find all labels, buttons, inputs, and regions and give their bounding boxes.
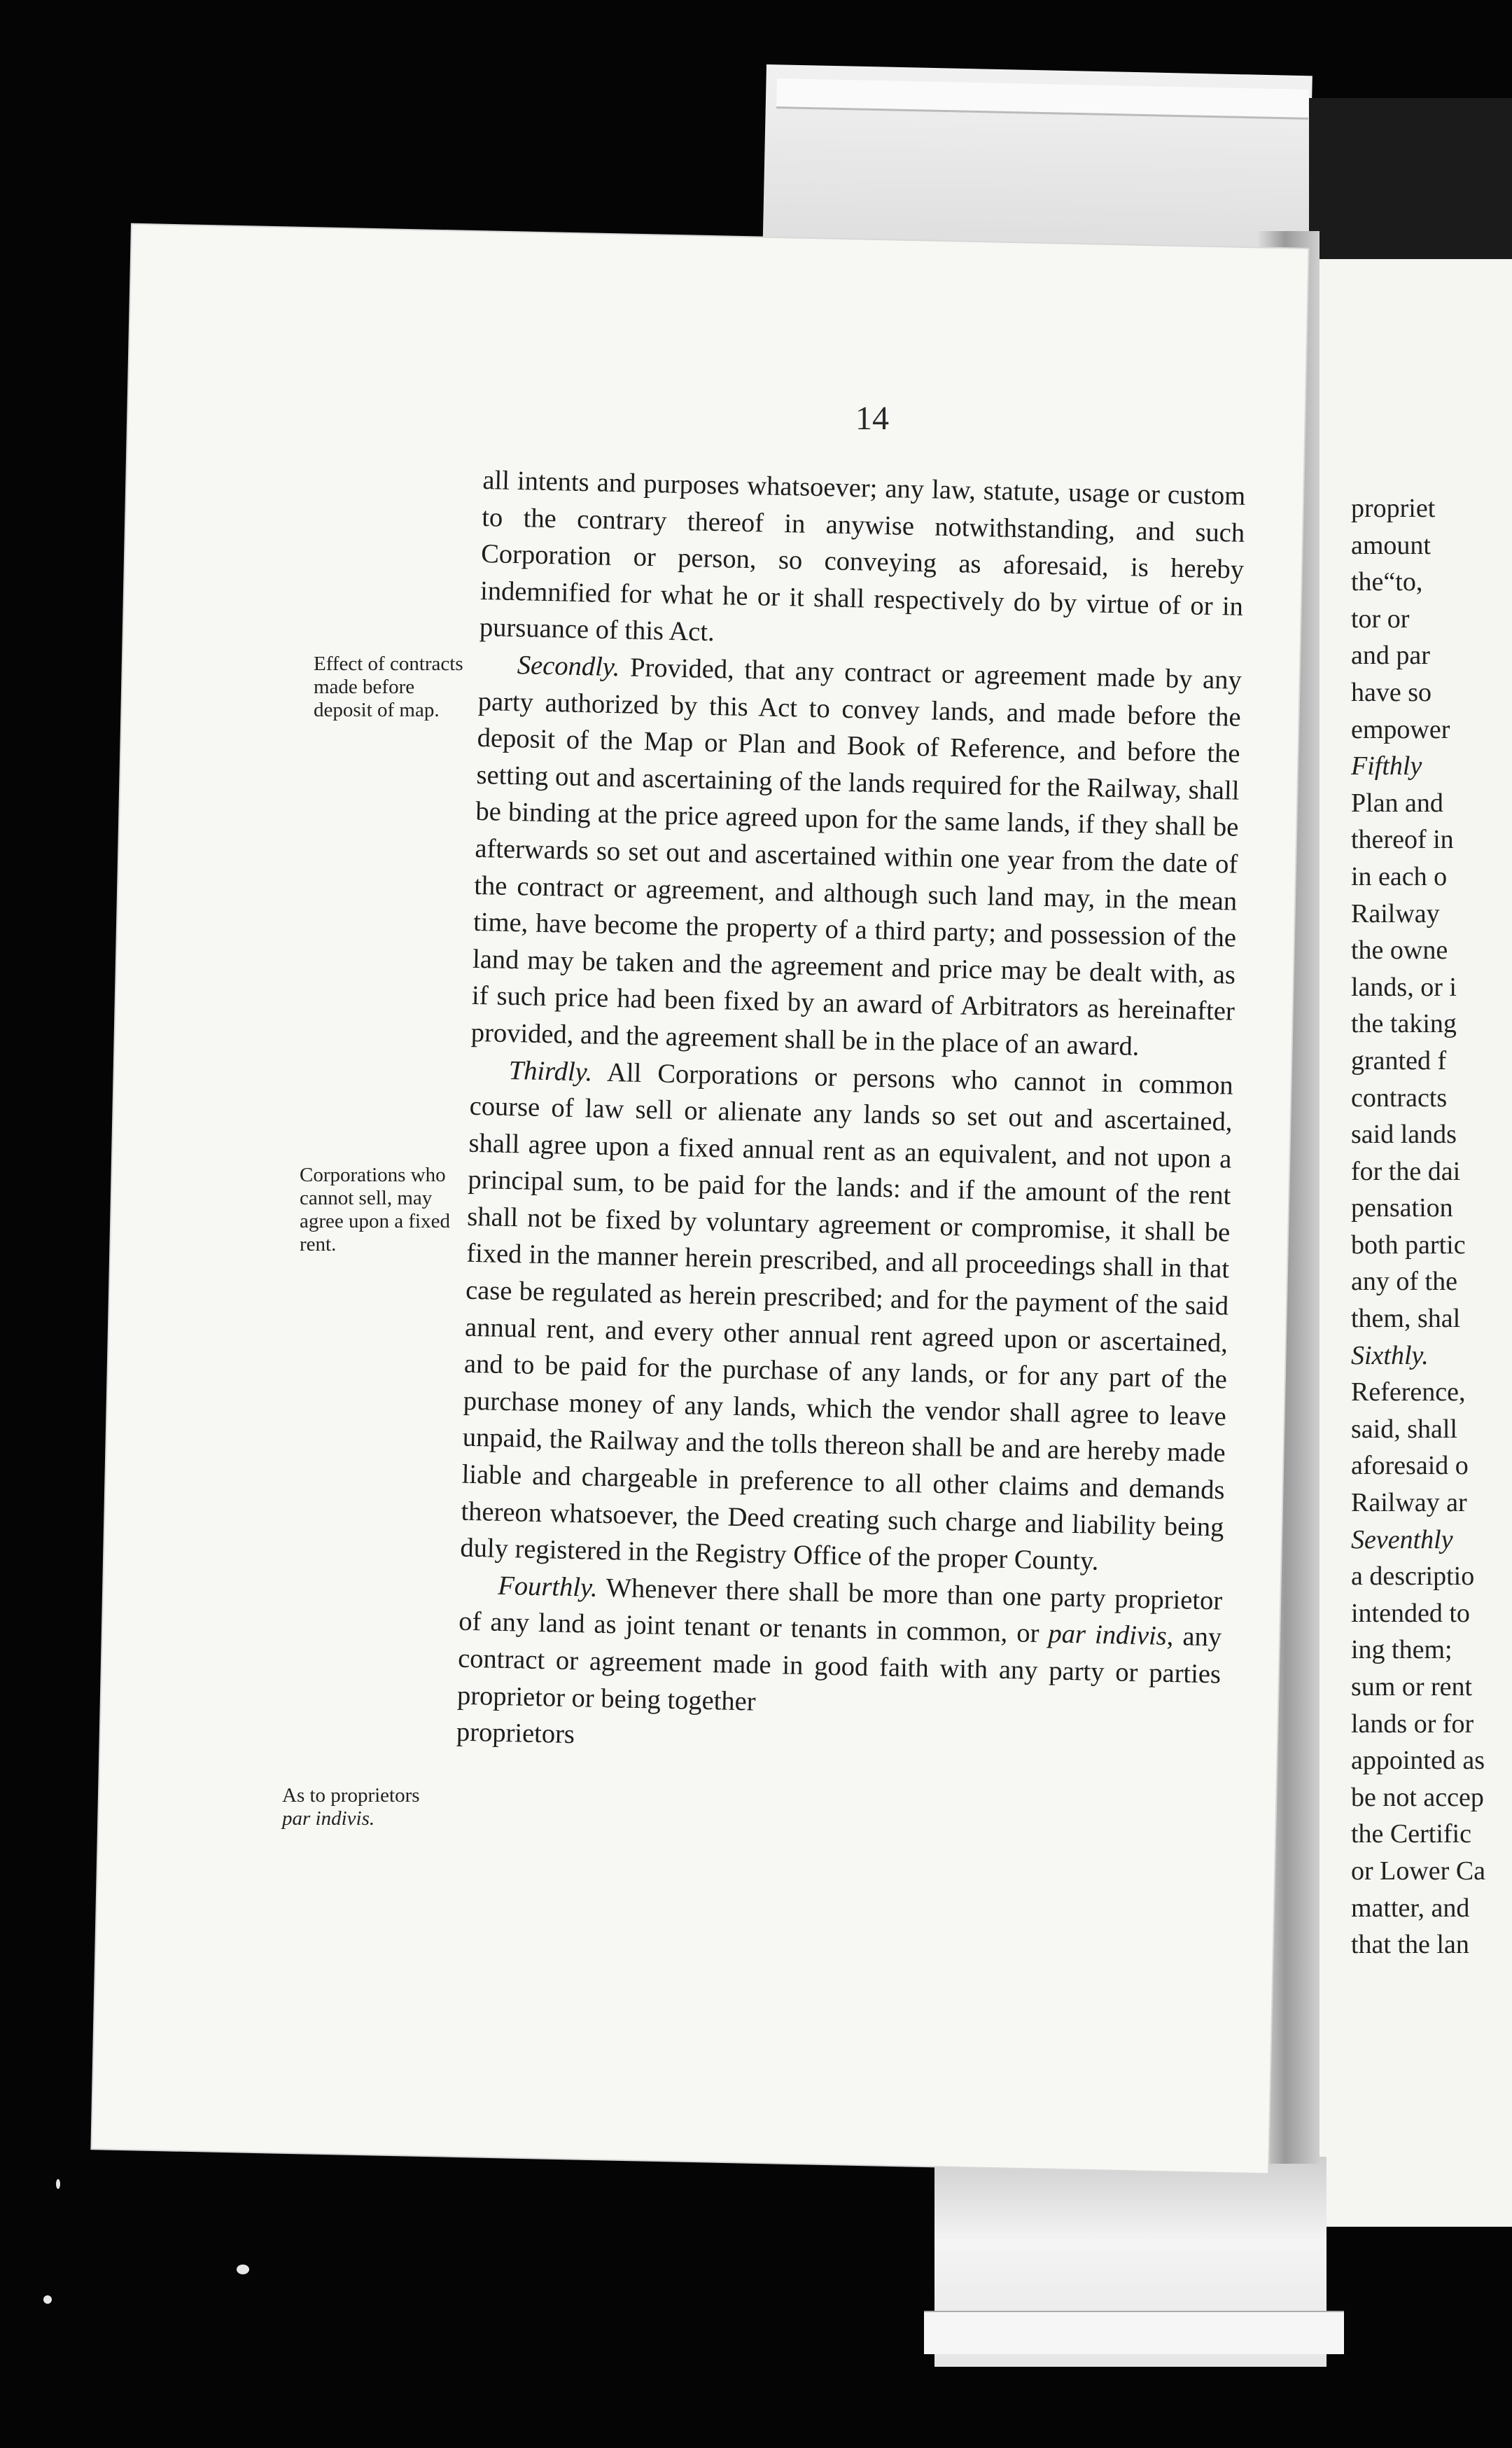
facing-page-line: Reference, (1351, 1377, 1466, 1407)
facing-page-line: thereof in (1351, 825, 1454, 855)
facing-page-line: Plan and (1351, 788, 1443, 818)
facing-page-line: the owne (1351, 936, 1448, 966)
paragraph-1: all intents and purposes whatsoever; any law, statute, usage or custom to the contrary thereof in anywise notwithstanding, and such Corporation or person, so conveying as aforesaid, is hereby indemnified for what he or it shall respectively do by virtue of or in pursuance of this Act. (479, 465, 1246, 648)
facing-page-line: them, shal (1351, 1304, 1461, 1334)
book-spine-shadow (1309, 98, 1512, 280)
facing-page-line: contracts (1351, 1083, 1448, 1113)
margin-note-contracts: Effect of contracts made before deposit of map. (314, 653, 463, 721)
facing-page-line: both partic (1351, 1230, 1466, 1260)
facing-page-line: be not accep (1351, 1782, 1484, 1812)
facing-page-text (1351, 490, 1512, 1963)
body-text (456, 462, 1245, 1767)
facing-page-line: Railway (1351, 898, 1440, 929)
facing-page-line: the Certific (1351, 1819, 1471, 1849)
thirdly-body: All Corporations or persons who cannot in common course of law sell or alienate any lands so set out and ascertained, shall agree upon a fixed annual rent as an equivalent, and not upon a principal sum, to be paid for the lands: and if the amount of the rent shall not be fixed by voluntary agreement or compromise, it shall be fixed in the manner herein prescribed, and all proceedings shall in that case be regulated as herein prescribed; and for the payment of the said annual rent, and every other annual rent agreed upon or ascertained, and to be paid for the purchase of any lands, or for any part of the purchase money of any lands, which the vendor shall agree to leave unpaid, the Railway and the tolls thereon shall be and are hereby made liable and chargeable in preference to all other claims and demands thereon whatsoever, the Deed creating such charge and liability being duly registered in the Registry Office of the proper County. (460, 1057, 1234, 1576)
facing-page-line: empower (1351, 714, 1450, 744)
facing-page-bottom (1309, 2087, 1512, 2227)
facing-page-line: lands, or i (1351, 972, 1457, 1002)
catchword: proprietors (456, 1717, 575, 1750)
facing-page-line: Seventhly (1351, 1524, 1453, 1555)
paragraph-secondly (470, 646, 1242, 1067)
book-bottom-edge-strip (924, 2311, 1344, 2354)
facing-page-line: the taking (1351, 1009, 1457, 1039)
page-number: 14 (855, 400, 889, 437)
scan-speck (43, 2295, 52, 2304)
facing-page-line: any of the (1351, 1267, 1457, 1297)
facing-page-line: a descriptio (1351, 1562, 1475, 1592)
note3-text: As to proprietors (282, 1784, 420, 1807)
paragraph-thirdly (460, 1051, 1233, 1583)
margin-note-corporations: Corporations who cannot sell, may agree upon a fixed rent. (300, 1164, 450, 1256)
facing-page-line: for the dai (1351, 1156, 1461, 1186)
facing-page-line: have so (1351, 677, 1432, 707)
facing-page-line: or Lower Ca (1351, 1856, 1486, 1886)
secondly-body: Provided, that any contract or agreement made by any party authorized by this Act to convey lands, and made before the deposit of the Map or Plan and Book of Reference, and before the setting out and ascertaining of the lands required for the Railway, shall be binding at the price agreed upon for the same lands, if they shall be afterwards so set out and ascertained within one year from the date of the contract or agreement, and although such land may, in the mean time, have become the property of a third party; and possession of the land may be taken and the agreement and price may be dealt with, as if such price had been fixed by an award of Arbitrators as hereinafter provided, and the agreement shall be in the place of an award. (470, 653, 1242, 1062)
facing-page-line: sum or rent (1351, 1672, 1473, 1702)
thirdly-lead: Thirdly. (508, 1055, 593, 1087)
facing-page-line: appointed as (1351, 1746, 1485, 1776)
facing-page-line: that the lan (1351, 1930, 1469, 1960)
facing-page-line: propriet (1351, 494, 1436, 523)
facing-page-line: ing them; (1351, 1635, 1452, 1665)
fourthly-lead: Fourthly. (497, 1571, 598, 1603)
fourthly-body-a: Whenever there shall be more than one party proprietor of any land as joint tenant or tenants in common, or (458, 1573, 1223, 1649)
facing-page-line: Sixthly. (1351, 1340, 1429, 1370)
facing-page-line: granted f (1351, 1045, 1447, 1076)
margin-note-par-indivis (282, 1784, 450, 1830)
scan-speck (237, 2265, 249, 2274)
facing-page-line: intended to (1351, 1598, 1470, 1628)
facing-page-line: matter, and (1351, 1893, 1470, 1923)
facing-page-line: Fifthly (1351, 751, 1422, 781)
facing-page-line: aforesaid o (1351, 1451, 1469, 1481)
paragraph-fourthly (457, 1566, 1223, 1730)
facing-page-line: pensation (1351, 1193, 1453, 1223)
fourthly-italic: par indivis (1048, 1619, 1168, 1652)
fourthly-body-b: , any contract or agreement made in good faith with any party or parties proprietor or being together (456, 1622, 1222, 1717)
facing-page-line: lands or for (1351, 1709, 1474, 1739)
facing-page-line: in each o (1351, 861, 1448, 891)
facing-page-line: and par (1351, 641, 1430, 671)
facing-page-line: amount (1351, 530, 1431, 560)
secondly-lead: Secondly. (517, 651, 620, 683)
facing-page-line: Railway ar (1351, 1488, 1467, 1518)
scan-speck (56, 2179, 60, 2189)
facing-page-line: tor or (1351, 604, 1410, 634)
note3-italic: par indivis. (282, 1807, 375, 1830)
facing-page-line: the“to, (1351, 567, 1423, 597)
facing-page-line: said lands (1351, 1120, 1457, 1150)
facing-page-line: said, shall (1351, 1414, 1457, 1444)
